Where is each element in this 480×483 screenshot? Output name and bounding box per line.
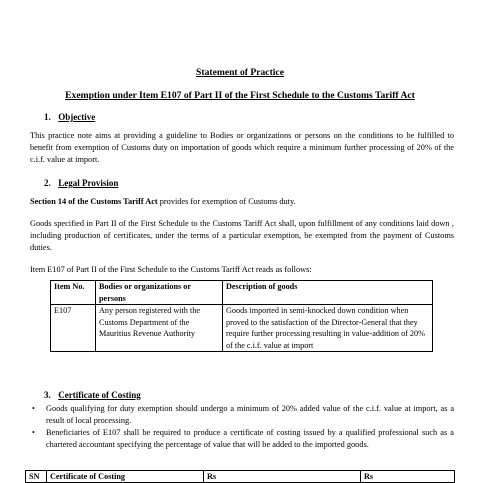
table-cell: E107: [51, 305, 96, 352]
section-heading-objective: [44, 112, 95, 123]
costing-table: [25, 470, 455, 483]
list-item: [30, 427, 454, 451]
list-item-text: Beneficiaries of E107 shall be required to produce a certificate of costing issued by a qualified professional such as a chartered accountant specifying the percentage of value that will be added to the imported goods.: [46, 428, 454, 449]
section-heading-certificate: [44, 390, 141, 401]
table-header-cell: Rs: [361, 471, 455, 483]
table-header-cell: Rs: [204, 471, 361, 483]
bullet-icon: •: [32, 428, 35, 437]
table-header-cell: Certificate of Costing: [47, 471, 204, 483]
document-title: Statement of Practice: [196, 67, 284, 78]
table-header-cell: Item No.: [51, 281, 96, 305]
table-cell: Goods imported in semi-knocked down condition when proved to the satisfaction of the Director-General that they require further processing resulting in value-addition of 20% of the c.i.f. value at import: [223, 305, 433, 352]
table-row: [51, 305, 433, 352]
table-header-row: [26, 471, 455, 483]
table-header-row: [51, 281, 433, 305]
bullet-icon: •: [32, 404, 35, 413]
section-title: Legal Provision: [58, 178, 119, 188]
section-title: Certificate of Costing: [58, 390, 141, 400]
section-number: 3.: [44, 390, 51, 400]
table-header-cell: SN: [26, 471, 47, 483]
legal-provision-paragraph: [30, 196, 454, 208]
section-heading-legal-provision: [44, 178, 118, 189]
table-header-cell: Description of goods: [223, 281, 433, 305]
list-item-text: Goods qualifying for duty exemption should undergo a minimum of 20% added value of the c.i.f. value at import, as a result of local processing.: [46, 404, 454, 425]
legal-text: provides for exemption of Customs duty.: [157, 197, 296, 206]
legal-reference: Section 14 of the Customs Tariff Act: [30, 197, 158, 206]
list-item: [30, 403, 454, 427]
section-number: 2.: [44, 178, 51, 188]
exemption-table: [50, 280, 433, 352]
objective-paragraph: This practice note aims at providing a guideline to Bodies or organizations or persons on the conditions to be fulfilled to benefit from exemption of Customs duty on importation of goods which require a minimum further processing of 20% of the c.i.f. value at import.: [30, 131, 454, 164]
item-intro-paragraph: Item E107 of Part II of the First Schedule to the Customs Tariff Act reads as follows:: [30, 265, 312, 274]
section-title: Objective: [58, 112, 96, 122]
document-subtitle: Exemption under Item E107 of Part II of the First Schedule to the Customs Tariff Act: [65, 90, 415, 101]
section-number: 1.: [44, 112, 51, 122]
table-header-cell: Bodies or organizations or persons: [96, 281, 223, 305]
goods-paragraph: Goods specified in Part II of the First Schedule to the Customs Tariff Act shall, upon fulfillment of any conditions laid down , including production of certificates, under the terms of a particular exemption, be exempted from the payment of Customs duties.: [30, 219, 454, 252]
table-cell: Any person registered with the Customs Department of the Mauritius Revenue Authority: [96, 305, 223, 352]
certificate-bullet-list: [30, 403, 454, 451]
